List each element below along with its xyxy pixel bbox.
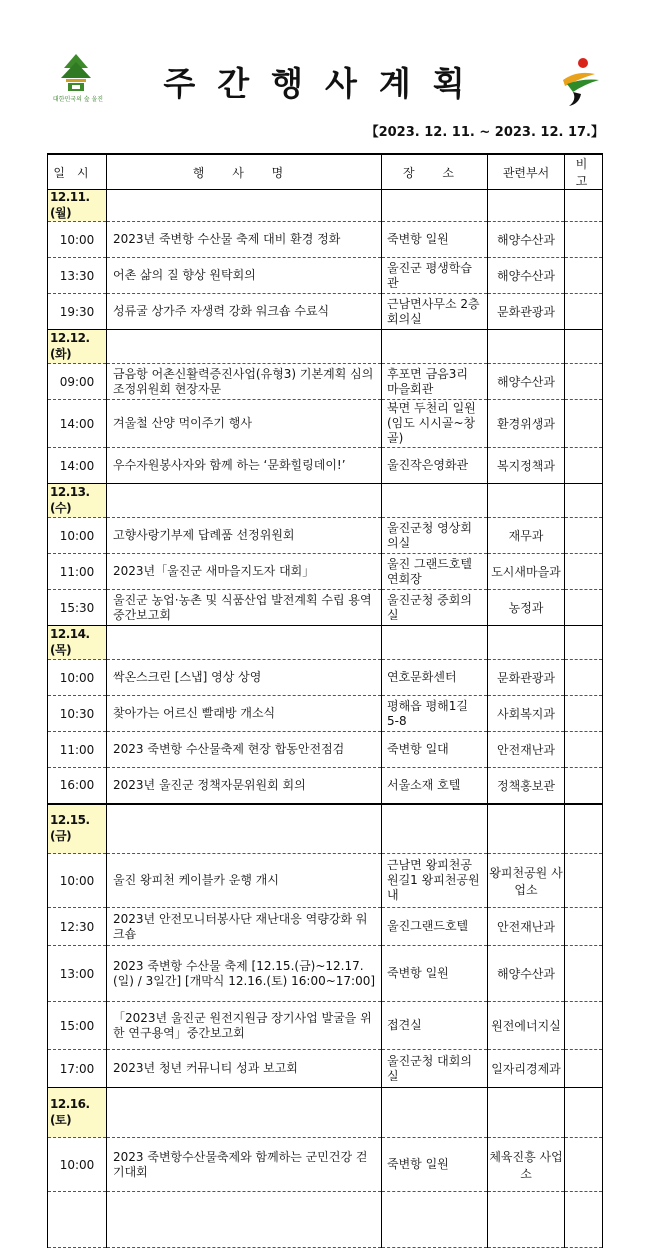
- table-row: [48, 400, 603, 448]
- table-row: [48, 1192, 603, 1248]
- event-dept: 왕피천공원 사업소: [488, 854, 565, 908]
- event-dept: 환경위생과: [488, 400, 565, 448]
- event-dept: 문화관광과: [488, 660, 565, 696]
- event-dept: 해양수산과: [488, 258, 565, 294]
- event-note: [565, 590, 603, 626]
- event-place: 죽변항 일원: [382, 946, 488, 1002]
- event-time: 11:00: [48, 732, 107, 768]
- table-row: [48, 946, 603, 1002]
- event-note: [565, 1002, 603, 1050]
- empty-cell: [488, 190, 565, 222]
- event-place: 울진군청 중회의실: [382, 590, 488, 626]
- event-time: 19:30: [48, 294, 107, 330]
- event-note: [565, 258, 603, 294]
- table-row: [48, 258, 603, 294]
- event-name: 고향사랑기부제 답례품 선정위원회: [107, 518, 382, 554]
- event-time: 10:00: [48, 518, 107, 554]
- event-name: 어촌 삶의 질 향상 원탁회의: [107, 258, 382, 294]
- event-place: 북면 두천리 일원(임도 시시골~창골): [382, 400, 488, 448]
- event-name: 울진군 농업·농촌 및 식품산업 발전계획 수립 용역 중간보고회: [107, 590, 382, 626]
- pine-tree-icon: [58, 52, 94, 92]
- empty-cell: [382, 626, 488, 660]
- event-dept: 일자리경제과: [488, 1050, 565, 1088]
- page-header: [0, 0, 650, 150]
- event-dept: 해양수산과: [488, 222, 565, 258]
- event-time: 16:00: [48, 768, 107, 804]
- event-dept: 복지정책과: [488, 448, 565, 484]
- empty-cell: [488, 626, 565, 660]
- empty-cell: [107, 190, 382, 222]
- table-row: [48, 1050, 603, 1088]
- empty-cell: [382, 190, 488, 222]
- event-dept: 해양수산과: [488, 946, 565, 1002]
- day-header-row: [48, 1088, 603, 1138]
- event-time: 17:00: [48, 1050, 107, 1088]
- event-name: 찾아가는 어르신 빨래방 개소식: [107, 696, 382, 732]
- event-note: [565, 448, 603, 484]
- event-name: 2023년 안전모니터봉사단 재난대응 역량강화 워크숍: [107, 908, 382, 946]
- table-row: [48, 294, 603, 330]
- empty-cell: [107, 804, 382, 854]
- event-place: 죽변항 일원: [382, 222, 488, 258]
- event-time: 14:00: [48, 400, 107, 448]
- event-dept: 안전재난과: [488, 732, 565, 768]
- empty-cell: [382, 484, 488, 518]
- table-row: [48, 660, 603, 696]
- event-note: [565, 660, 603, 696]
- event-time: 15:00: [48, 1002, 107, 1050]
- table-header-row: [48, 154, 603, 190]
- table-row: [48, 732, 603, 768]
- day-label: 12.15.(금): [48, 804, 107, 854]
- event-name: 겨울철 산양 먹이주기 행사: [107, 400, 382, 448]
- emblem-icon: [555, 54, 605, 108]
- event-dept: 원전에너지실: [488, 1002, 565, 1050]
- event-note: [565, 1138, 603, 1192]
- table-row: [48, 364, 603, 400]
- event-name: 2023년 청년 커뮤니티 성과 보고회: [107, 1050, 382, 1088]
- event-dept: 체육진흥 사업소: [488, 1138, 565, 1192]
- event-name: 「2023년 울진군 원전지원금 장기사업 발굴을 위한 연구용역」중간보고회: [107, 1002, 382, 1050]
- event-dept: 해양수산과: [488, 364, 565, 400]
- event-name: 2023년「울진군 새마을지도자 대회」: [107, 554, 382, 590]
- table-row: [48, 590, 603, 626]
- day-header-row: [48, 484, 603, 518]
- day-header-row: [48, 330, 603, 364]
- empty-cell: [488, 330, 565, 364]
- empty-cell: [565, 804, 603, 854]
- event-dept: [488, 1192, 565, 1248]
- event-note: [565, 908, 603, 946]
- event-time: 14:00: [48, 448, 107, 484]
- day-label: 12.13.(수): [48, 484, 107, 518]
- empty-cell: [107, 484, 382, 518]
- event-time: 12:30: [48, 908, 107, 946]
- event-note: [565, 696, 603, 732]
- event-place: 평해읍 평해1길 5-8: [382, 696, 488, 732]
- day-label: 12.11.(월): [48, 190, 107, 222]
- event-name: [107, 1192, 382, 1248]
- day-header-row: [48, 804, 603, 854]
- table-row: [48, 854, 603, 908]
- event-place: 울진 그랜드호텔 연회장: [382, 554, 488, 590]
- event-note: [565, 400, 603, 448]
- event-place: 울진그랜드호텔: [382, 908, 488, 946]
- event-name: 2023년 죽변항 수산물 축제 대비 환경 정화: [107, 222, 382, 258]
- event-place: 접견실: [382, 1002, 488, 1050]
- empty-cell: [488, 804, 565, 854]
- event-time: 10:00: [48, 222, 107, 258]
- table-row: [48, 448, 603, 484]
- day-header-row: [48, 190, 603, 222]
- logo-motto: 대한민국의 숲 울진: [52, 96, 104, 103]
- event-dept: 문화관광과: [488, 294, 565, 330]
- event-time: 09:00: [48, 364, 107, 400]
- event-note: [565, 1192, 603, 1248]
- event-note: [565, 768, 603, 804]
- event-time: 13:00: [48, 946, 107, 1002]
- period-range: 【2023. 12. 11. ~ 2023. 12. 17.】: [365, 125, 604, 140]
- event-name: 울진 왕피천 케이블카 운행 개시: [107, 854, 382, 908]
- event-place: 근남면사무소 2층 회의실: [382, 294, 488, 330]
- event-note: [565, 294, 603, 330]
- schedule-table: [47, 153, 603, 1248]
- schedule-body: [48, 190, 603, 1248]
- event-name: 2023 죽변항수산물축제와 함께하는 군민건강 걷기대회: [107, 1138, 382, 1192]
- event-dept: 도시새마을과: [488, 554, 565, 590]
- event-name: 금음항 어촌신활력증진사업(유형3) 기본계획 심의조정위원회 현장자문: [107, 364, 382, 400]
- county-logo: [50, 52, 102, 106]
- event-note: [565, 854, 603, 908]
- column-header-place: 장 소: [382, 154, 488, 190]
- event-place: 후포면 금음3리 마을회관: [382, 364, 488, 400]
- event-note: [565, 554, 603, 590]
- table-row: [48, 1002, 603, 1050]
- event-note: [565, 518, 603, 554]
- event-place: 근남면 왕피천공원길1 왕피천공원 내: [382, 854, 488, 908]
- event-name: 2023 죽변항 수산물축제 현장 합동안전점검: [107, 732, 382, 768]
- empty-cell: [488, 484, 565, 518]
- event-place: 연호문화센터: [382, 660, 488, 696]
- event-time: 10:00: [48, 854, 107, 908]
- event-place: 울진군 평생학습관: [382, 258, 488, 294]
- event-place: 서울소재 호텔: [382, 768, 488, 804]
- event-dept: 사회복지과: [488, 696, 565, 732]
- event-place: 울진군청 대회의실: [382, 1050, 488, 1088]
- empty-cell: [382, 1088, 488, 1138]
- event-note: [565, 222, 603, 258]
- empty-cell: [565, 484, 603, 518]
- event-dept: 안전재난과: [488, 908, 565, 946]
- table-row: [48, 554, 603, 590]
- table-row: [48, 768, 603, 804]
- empty-cell: [565, 1088, 603, 1138]
- event-name: 2023 죽변항 수산물 축제 [12.15.(금)~12.17.(일) / 3일간] [개막식 12.16.(토) 16:00~17:00]: [107, 946, 382, 1002]
- event-dept: 재무과: [488, 518, 565, 554]
- day-header-row: [48, 626, 603, 660]
- column-header-dept: 관련부서: [488, 154, 565, 190]
- empty-cell: [107, 1088, 382, 1138]
- empty-cell: [107, 330, 382, 364]
- table-row: [48, 908, 603, 946]
- event-time: 10:00: [48, 660, 107, 696]
- event-note: [565, 946, 603, 1002]
- table-row: [48, 696, 603, 732]
- event-name: 싹온스크린 [스냅] 영상 상영: [107, 660, 382, 696]
- event-place: 울진군청 영상회의실: [382, 518, 488, 554]
- empty-cell: [565, 330, 603, 364]
- event-place: 죽변항 일대: [382, 732, 488, 768]
- event-time: 15:30: [48, 590, 107, 626]
- empty-cell: [382, 804, 488, 854]
- event-note: [565, 1050, 603, 1088]
- event-time: 11:00: [48, 554, 107, 590]
- page-title: 주간행사계획: [163, 64, 487, 103]
- event-place: 죽변항 일원: [382, 1138, 488, 1192]
- empty-cell: [382, 330, 488, 364]
- empty-cell: [488, 1088, 565, 1138]
- empty-cell: [565, 190, 603, 222]
- event-time: 10:30: [48, 696, 107, 732]
- table-row: [48, 518, 603, 554]
- empty-cell: [107, 626, 382, 660]
- event-place: [382, 1192, 488, 1248]
- event-dept: 농정과: [488, 590, 565, 626]
- event-note: [565, 732, 603, 768]
- event-time: 13:30: [48, 258, 107, 294]
- event-note: [565, 364, 603, 400]
- event-place: 울진작은영화관: [382, 448, 488, 484]
- empty-cell: [565, 626, 603, 660]
- event-name: 우수자원봉사자와 함께 하는 ‘문화힐링데이!’: [107, 448, 382, 484]
- event-name: 2023년 울진군 정책자문위원회 회의: [107, 768, 382, 804]
- event-time: [48, 1192, 107, 1248]
- day-label: 12.16.(토): [48, 1088, 107, 1138]
- column-header-note: 비고: [565, 154, 603, 190]
- event-name: 성류굴 상가주 자생력 강화 워크숍 수료식: [107, 294, 382, 330]
- day-label: 12.14.(목): [48, 626, 107, 660]
- column-header-datetime: 일시: [48, 154, 107, 190]
- column-header-event: 행 사 명: [107, 154, 382, 190]
- event-dept: 정책홍보관: [488, 768, 565, 804]
- day-label: 12.12.(화): [48, 330, 107, 364]
- table-row: [48, 1138, 603, 1192]
- table-row: [48, 222, 603, 258]
- event-time: 10:00: [48, 1138, 107, 1192]
